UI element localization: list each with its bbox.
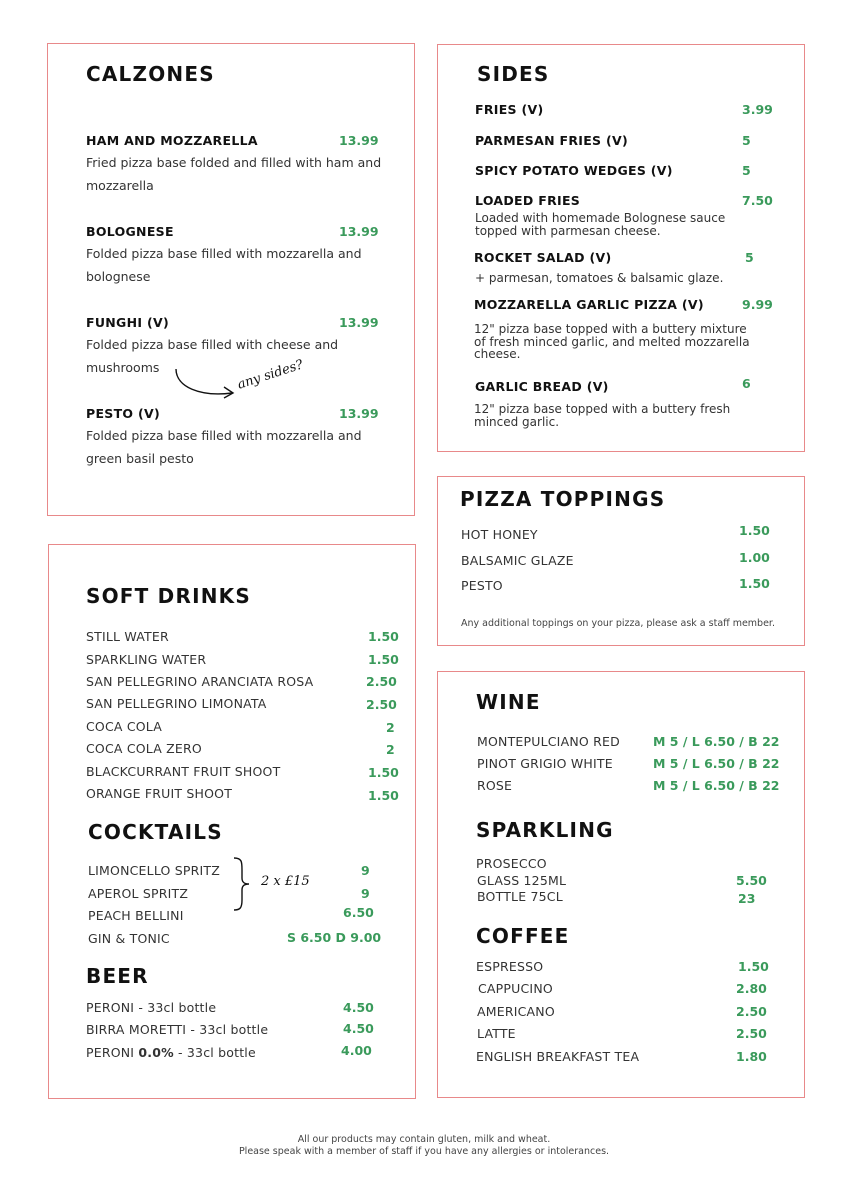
cocktails-title: COCKTAILS (88, 820, 223, 844)
beer-price: 4.50 (343, 1021, 374, 1036)
calzone-price: 13.99 (339, 133, 379, 148)
soft-drink-price: 2 (386, 742, 395, 757)
side-name: ROCKET SALAD (V) (474, 250, 612, 265)
side-name: FRIES (V) (475, 102, 544, 117)
sparkling-price: 5.50 (736, 873, 767, 888)
cocktail-name: PEACH BELLINI (88, 908, 184, 923)
soft-drink-price: 2.50 (366, 674, 397, 689)
soft-drink-name: COCA COLA (86, 719, 162, 734)
beer-name-post: - 33cl bottle (173, 1045, 256, 1060)
cocktail-price: S 6.50 D 9.00 (287, 930, 382, 945)
calzone-name: FUNGHI (V) (86, 315, 169, 330)
soft-drink-name: COCA COLA ZERO (86, 741, 202, 756)
soft-drink-name: STILL WATER (86, 629, 169, 644)
calzone-desc: Fried pizza base folded and filled with ham and mozzarella (86, 155, 382, 193)
sparkling-option: GLASS 125ML (477, 873, 567, 888)
side-desc: Loaded with homemade Bolognese sauce topped with parmesan cheese. (475, 211, 726, 238)
coffee-title: COFFEE (476, 924, 570, 948)
wine-price: M 5 / L 6.50 / B 22 (653, 734, 780, 749)
toppings-note: Any additional toppings on your pizza, please ask a staff member. (461, 618, 775, 629)
sparkling-option: BOTTLE 75CL (477, 889, 563, 904)
topping-price: 1.00 (739, 550, 770, 565)
side-price: 3.99 (742, 102, 773, 117)
beer-price: 4.50 (343, 1000, 374, 1015)
soft-drink-price: 2 (386, 720, 395, 735)
soft-drink-name: SAN PELLEGRINO LIMONATA (86, 696, 267, 711)
wine-price: M 5 / L 6.50 / B 22 (653, 756, 780, 771)
side-price: 7.50 (742, 193, 773, 208)
soft-drinks-title: SOFT DRINKS (86, 584, 251, 608)
beer-name (86, 1045, 256, 1060)
soft-drink-price: 2.50 (366, 697, 397, 712)
sparkling-name: PROSECCO (476, 856, 547, 871)
cocktail-price: 6.50 (343, 905, 374, 920)
side-desc: + parmesan, tomatoes & balsamic glaze. (475, 271, 724, 285)
calzone-price: 13.99 (339, 406, 379, 421)
wine-name: PINOT GRIGIO WHITE (477, 756, 613, 771)
coffee-price: 2.50 (736, 1004, 767, 1019)
calzone-price: 13.99 (339, 224, 379, 239)
soft-drink-price: 1.50 (368, 788, 399, 803)
toppings-title: PIZZA TOPPINGS (460, 487, 666, 511)
topping-price: 1.50 (739, 576, 770, 591)
side-price: 5 (745, 250, 754, 265)
wine-title: WINE (476, 690, 541, 714)
coffee-price: 2.80 (736, 981, 767, 996)
calzone-desc: Folded pizza base filled with cheese and mushrooms (86, 337, 339, 375)
soft-drink-price: 1.50 (368, 652, 399, 667)
beer-name: BIRRA MORETTI - 33cl bottle (86, 1022, 269, 1037)
coffee-name: CAPPUCINO (478, 981, 553, 996)
cocktail-name: APEROL SPRITZ (88, 886, 189, 901)
soft-drink-price: 1.50 (368, 629, 399, 644)
side-name: SPICY POTATO WEDGES (V) (475, 163, 673, 178)
beer-name: PERONI - 33cl bottle (86, 1000, 217, 1015)
side-price: 6 (742, 376, 751, 391)
coffee-price: 1.50 (738, 959, 769, 974)
topping-name: BALSAMIC GLAZE (461, 553, 574, 568)
calzone-name: BOLOGNESE (86, 224, 174, 239)
coffee-price: 2.50 (736, 1026, 767, 1041)
calzone-desc: Folded pizza base filled with mozzarella and bolognese (86, 246, 362, 284)
side-name: PARMESAN FRIES (V) (475, 133, 628, 148)
soft-drink-name: SAN PELLEGRINO ARANCIATA ROSA (86, 674, 314, 689)
side-desc: 12" pizza base topped with a buttery mixture of fresh minced garlic, and melted mozzarella cheese. (474, 322, 750, 361)
sparkling-title: SPARKLING (476, 818, 614, 842)
soft-drink-price: 1.50 (368, 765, 399, 780)
coffee-name: ENGLISH BREAKFAST TEA (476, 1049, 640, 1064)
cocktail-price: 9 (361, 886, 370, 901)
beer-name-pre: PERONI (86, 1045, 139, 1060)
cocktail-offer: 2 x £15 (261, 874, 310, 889)
beer-name-bold: 0.0% (138, 1045, 174, 1060)
soft-drink-name: SPARKLING WATER (86, 652, 207, 667)
side-name: GARLIC BREAD (V) (475, 379, 609, 394)
brace-icon (232, 856, 252, 912)
beer-price: 4.00 (341, 1043, 372, 1058)
side-desc: 12" pizza base topped with a buttery fresh minced garlic. (474, 402, 731, 429)
topping-name: PESTO (461, 578, 503, 593)
calzone-name: HAM AND MOZZARELLA (86, 133, 258, 148)
wine-name: MONTEPULCIANO RED (477, 734, 620, 749)
coffee-price: 1.80 (736, 1049, 767, 1064)
handwritten-arrow-icon (170, 365, 240, 405)
topping-price: 1.50 (739, 523, 770, 538)
allergen-notice-line: All our products may contain gluten, milk and wheat. (297, 1134, 551, 1145)
cocktail-price: 9 (361, 863, 370, 878)
topping-name: HOT HONEY (461, 527, 538, 542)
side-name: MOZZARELLA GARLIC PIZZA (V) (474, 297, 704, 312)
coffee-name: ESPRESSO (476, 959, 544, 974)
calzone-price: 13.99 (339, 315, 379, 330)
calzone-desc: Folded pizza base filled with mozzarella and green basil pesto (86, 428, 362, 466)
side-name: LOADED FRIES (475, 193, 581, 208)
cocktail-name: LIMONCELLO SPRITZ (88, 863, 220, 878)
side-price: 5 (742, 133, 751, 148)
beer-title: BEER (86, 964, 149, 988)
cocktail-name: GIN & TONIC (88, 931, 170, 946)
soft-drink-name: ORANGE FRUIT SHOOT (86, 786, 233, 801)
wine-name: ROSE (477, 778, 513, 793)
coffee-name: LATTE (477, 1026, 516, 1041)
calzone-name: PESTO (V) (86, 406, 161, 421)
allergen-notice (0, 1134, 848, 1157)
sparkling-price: 23 (738, 891, 756, 906)
wine-price: M 5 / L 6.50 / B 22 (653, 778, 780, 793)
soft-drink-name: BLACKCURRANT FRUIT SHOOT (86, 764, 281, 779)
coffee-name: AMERICANO (477, 1004, 555, 1019)
handwritten-note: any sides? (235, 357, 306, 393)
side-price: 9.99 (742, 297, 773, 312)
allergen-notice-line: Please speak with a member of staff if you have any allergies or intolerances. (238, 1145, 610, 1157)
sides-title: SIDES (477, 62, 550, 86)
side-price: 5 (742, 163, 751, 178)
calzones-title: CALZONES (86, 62, 215, 86)
